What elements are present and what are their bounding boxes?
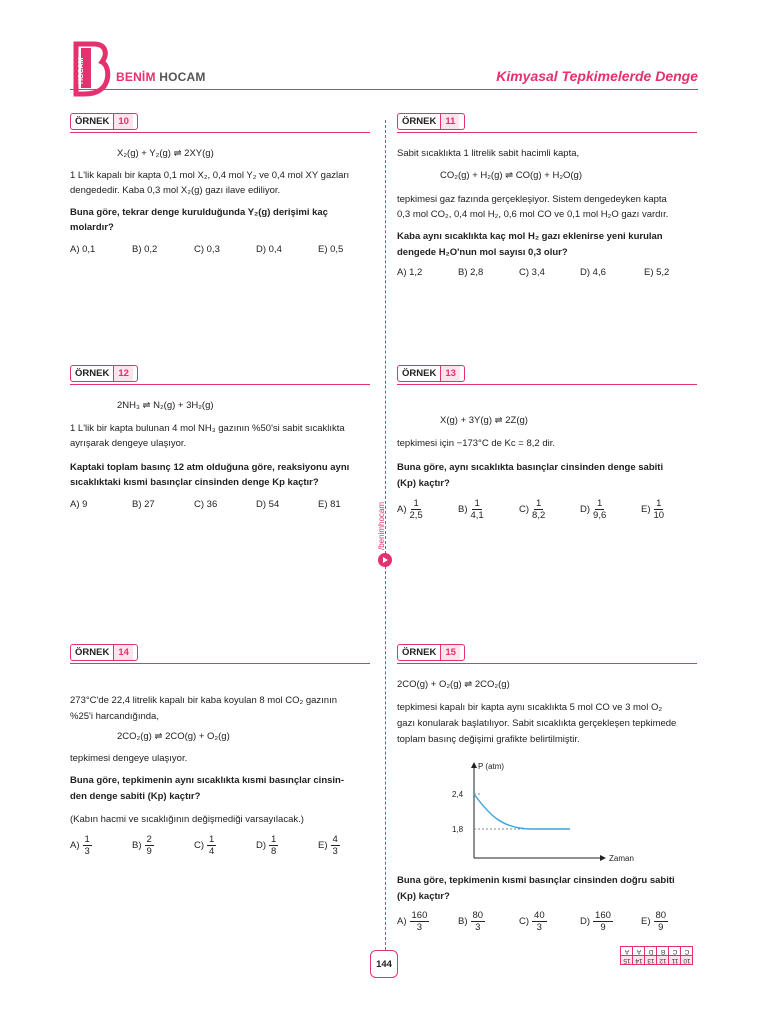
header-rule: [70, 89, 698, 90]
question-number-cell: 15: [621, 956, 633, 965]
numerator: 160: [595, 910, 611, 921]
option-fraction: [207, 834, 216, 857]
numerator: 160: [411, 910, 428, 921]
example-number: 14: [113, 645, 133, 660]
denominator: 9: [600, 922, 606, 933]
body-text: gazı konularak başlatılıyor. Sabit sıcaklıkta gerçekleşen tepkimede: [397, 718, 677, 729]
body-text: %25'i harcandığında,: [70, 711, 159, 722]
option-a[interactable]: [70, 834, 92, 857]
option-fraction: [532, 498, 545, 521]
answer-cell: C: [681, 947, 693, 956]
question-text: Buna göre, aynı sıcaklıkta basınçlar cinsinden denge sabiti: [397, 462, 664, 473]
example-10: [70, 113, 138, 130]
question-text: sıcaklıktaki kısmi basınçlar cinsinden denge Kp kaçtır?: [70, 477, 319, 488]
numerator: 80: [472, 910, 484, 921]
body-text: 0,3 mol CO₂, 0,4 mol H₂, 0,6 mol CO ve 0,1 mol H₂O gazı vardır.: [397, 209, 669, 220]
body-text: tepkimesi gaz fazında gerçekleşiyor. Sistem dengedeyken kapta: [397, 194, 667, 205]
numerator: 1: [271, 834, 277, 845]
option-fraction: [471, 498, 484, 521]
equation: 2CO₂(g) ⇌ 2CO(g) + O₂(g): [117, 731, 230, 742]
option-letter: C): [519, 916, 530, 927]
question-text: Buna göre, tepkimenin aynı sıcaklıkta kısmi basınçlar cinsin-: [70, 775, 345, 786]
example-tag: [70, 113, 138, 130]
option-c[interactable]: [519, 498, 545, 521]
option-letter: D): [580, 504, 591, 515]
option-b[interactable]: B) 27: [132, 499, 155, 510]
page-number: 144: [370, 950, 398, 978]
body-text: tepkimesi kapalı bir kapta aynı sıcaklıkta 5 mol CO ve 3 mol O₂: [397, 702, 663, 713]
option-letter: A): [397, 504, 407, 515]
example-label: ÖRNEK: [75, 116, 110, 127]
y-axis-arrow: [471, 762, 477, 768]
denominator: 9,6: [593, 510, 607, 521]
option-d[interactable]: [580, 498, 606, 521]
question-number-cell: 13: [645, 956, 657, 965]
example-label: ÖRNEK: [402, 116, 437, 127]
denominator: 4,1: [470, 510, 484, 521]
option-a[interactable]: A) 0,1: [70, 244, 96, 255]
option-c[interactable]: C) 0,3: [194, 244, 220, 255]
brand-sub: HOCAM: [159, 70, 206, 84]
body-text: tepkimesi için −173°C de Kc = 8,2 dir.: [397, 438, 555, 449]
example-12: [70, 365, 138, 382]
equation: 2CO(g) + O₂(g) ⇌ 2CO₂(g): [397, 679, 510, 690]
body-text: 1 L'lik bir kapta bulunan 4 mol NH₃ gazının %50'si sabit sıcaklıkta: [70, 423, 345, 434]
denominator: 4: [209, 846, 215, 857]
option-b[interactable]: [458, 498, 484, 521]
example-tag: [397, 113, 465, 130]
option-a[interactable]: [397, 498, 423, 521]
denominator: 9: [146, 846, 152, 857]
question-number-cell: 12: [657, 956, 669, 965]
option-letter: A): [70, 840, 80, 851]
option-fraction: [593, 498, 606, 521]
option-fraction: [269, 834, 278, 857]
example-rule: [70, 663, 370, 664]
example-15: [397, 644, 465, 661]
answer-cell: A: [633, 947, 645, 956]
section-title: Kimyasal Tepkimelerde Denge: [496, 68, 698, 84]
example-label: ÖRNEK: [402, 647, 437, 658]
option-fraction: [593, 910, 613, 933]
denominator: 3: [84, 846, 90, 857]
option-letter: A): [397, 916, 407, 927]
example-rule: [70, 132, 370, 133]
option-letter: C): [194, 840, 205, 851]
brand-name: [116, 70, 206, 84]
denominator: 10: [653, 510, 665, 521]
numerator: 1: [656, 498, 662, 509]
example-tag: [70, 644, 138, 661]
denominator: 2,5: [409, 510, 423, 521]
option-letter: D): [580, 916, 591, 927]
note-text: (Kabın hacmi ve sıcaklığının değişmediği varsayılacak.): [70, 814, 304, 825]
example-number: 13: [440, 366, 460, 381]
option-a[interactable]: [397, 910, 429, 933]
option-letter: D): [256, 840, 267, 851]
option-fraction: [331, 834, 340, 857]
body-text: toplam basınç değişimi grafikte belirtilmiştir.: [397, 734, 580, 745]
y-axis-label: P (atm): [478, 762, 505, 771]
question-text: (Kp) kaçtır?: [397, 891, 450, 902]
option-d[interactable]: D) 54: [256, 499, 280, 510]
option-letter: C): [519, 504, 530, 515]
pressure-time-graph: [440, 758, 660, 868]
numerator: 1: [209, 834, 215, 845]
numerator: 2: [146, 834, 152, 845]
answer-cell: D: [645, 947, 657, 956]
option-fraction: [532, 910, 547, 933]
option-c[interactable]: C) 3,4: [519, 267, 545, 278]
option-fraction: [145, 834, 154, 857]
example-number: 10: [113, 114, 133, 129]
numerator: 1: [535, 498, 542, 509]
example-14: [70, 644, 138, 661]
equation: X(g) + 3Y(g) ⇌ 2Z(g): [440, 415, 528, 426]
x-axis-arrow: [600, 855, 606, 861]
question-text: Kaptaki toplam basınç 12 atm olduğuna göre, reaksiyonu aynı: [70, 462, 350, 473]
option-b[interactable]: B) 2,8: [458, 267, 484, 278]
body-text: 273°C'de 22,4 litrelik kapalı bir kaba koyulan 8 mol CO₂ gazının: [70, 695, 337, 706]
answer-cell: B: [657, 947, 669, 956]
example-number: 12: [113, 366, 133, 381]
option-fraction: [410, 910, 430, 933]
answer-key-table: [620, 946, 693, 965]
numerator: 1: [84, 834, 90, 845]
option-fraction: [471, 910, 486, 933]
example-tag: [70, 365, 138, 382]
option-fraction: [654, 498, 665, 521]
option-letter: B): [458, 504, 468, 515]
denominator: 9: [658, 922, 664, 933]
option-d[interactable]: D) 0,4: [256, 244, 282, 255]
answer-cell: A: [621, 947, 633, 956]
answer-options: [70, 834, 370, 864]
example-rule: [397, 132, 697, 133]
example-number: 15: [440, 645, 460, 660]
example-11: [397, 113, 465, 130]
example-tag: [397, 365, 465, 382]
x-axis-label: Zaman: [609, 854, 634, 863]
body-text: Sabit sıcaklıkta 1 litrelik sabit hacimli kapta,: [397, 148, 580, 159]
question-number-cell: 14: [633, 956, 645, 965]
answer-key: [620, 946, 693, 965]
body-text: 1 L'lik kapalı bir kapta 0,1 mol X₂, 0,4 mol Y₂ ve 0,4 mol XY gazları: [70, 170, 350, 181]
question-text: molardır?: [70, 222, 114, 233]
denominator: 3: [475, 922, 481, 933]
numerator: 40: [534, 910, 545, 921]
equation: CO₂(g) + H₂(g) ⇌ CO(g) + H₂O(g): [440, 170, 583, 181]
question-text: (Kp) kaçtır?: [397, 478, 450, 489]
question-text: Kaba aynı sıcaklıkta kaç mol H₂ gazı eklenirse yeni kurulan: [397, 231, 663, 242]
question-text: den denge sabiti (Kp) kaçtır?: [70, 791, 201, 802]
numerator: 1: [596, 498, 603, 509]
play-icon: [378, 553, 392, 567]
option-c[interactable]: C) 36: [194, 499, 218, 510]
option-letter: E): [641, 504, 651, 515]
option-b[interactable]: [132, 834, 154, 857]
example-label: ÖRNEK: [75, 647, 110, 658]
option-letter: E): [641, 916, 651, 927]
option-d[interactable]: D) 4,6: [580, 267, 606, 278]
y-tick-label: 1,8: [452, 825, 464, 834]
denominator: 8,2: [532, 510, 546, 521]
example-rule: [397, 384, 697, 385]
example-13: [397, 365, 465, 382]
option-letter: E): [318, 840, 328, 851]
option-c[interactable]: [519, 910, 547, 933]
option-fraction: [654, 910, 669, 933]
option-b[interactable]: [458, 910, 485, 933]
question-text: Buna göre, tekrar denge kurulduğunda Y₂(g) derişimi kaç: [70, 207, 328, 218]
equation: 2NH₃ ⇌ N₂(g) + 3H₂(g): [117, 400, 214, 411]
answer-options: [397, 910, 697, 940]
option-b[interactable]: B) 0,2: [132, 244, 158, 255]
example-label: ÖRNEK: [402, 368, 437, 379]
numerator: 4: [332, 834, 338, 845]
option-e[interactable]: E) 5,2: [644, 267, 670, 278]
option-e[interactable]: [641, 910, 668, 933]
numerator: 1: [474, 498, 480, 509]
option-d[interactable]: [256, 834, 278, 857]
denominator: 8: [271, 846, 277, 857]
brand-main: BENİM: [116, 70, 156, 84]
example-rule: [70, 384, 370, 385]
question-number-cell: 10: [681, 956, 693, 965]
answer-options: [397, 498, 697, 528]
option-letter: B): [458, 916, 468, 927]
answer-cell: C: [669, 947, 681, 956]
equation: X₂(g) + Y₂(g) ⇌ 2XY(g): [117, 148, 214, 159]
question-text: dengede H₂O'nun mol sayısı 0,3 olur?: [397, 247, 568, 258]
option-e[interactable]: E) 81: [318, 499, 341, 510]
option-e[interactable]: E) 0,5: [318, 244, 344, 255]
logo-text: HOCAM: [78, 57, 85, 84]
option-d[interactable]: [580, 910, 613, 933]
question-text: Buna göre, tepkimenin kısmi basınçlar cinsinden doğru sabiti: [397, 875, 675, 886]
body-text: ayrışarak dengeye ulaşıyor.: [70, 438, 187, 449]
denominator: 3: [536, 922, 542, 933]
denominator: 3: [332, 846, 338, 857]
option-e[interactable]: [318, 834, 340, 857]
denominator: 3: [416, 922, 423, 933]
numerator: 1: [413, 498, 419, 509]
pressure-curve: [474, 794, 570, 829]
question-number-cell: 11: [669, 956, 681, 965]
option-letter: B): [132, 840, 142, 851]
example-tag: [397, 644, 465, 661]
body-text: dengededir. Kaba 0,3 mol X₂(g) gazı ilave ediliyor.: [70, 185, 281, 196]
example-number: 11: [440, 114, 459, 129]
option-e[interactable]: [641, 498, 664, 521]
option-a[interactable]: A) 1,2: [397, 267, 423, 278]
example-rule: [397, 663, 697, 664]
numerator: 80: [655, 910, 667, 921]
option-a[interactable]: A) 9: [70, 499, 88, 510]
example-label: ÖRNEK: [75, 368, 110, 379]
option-fraction: [410, 498, 423, 521]
y-tick-label: 2,4: [452, 790, 464, 799]
social-handle: /benimhocam: [377, 501, 386, 550]
body-text: tepkimesi dengeye ulaşıyor.: [70, 753, 188, 764]
option-fraction: [83, 834, 92, 857]
option-c[interactable]: [194, 834, 216, 857]
